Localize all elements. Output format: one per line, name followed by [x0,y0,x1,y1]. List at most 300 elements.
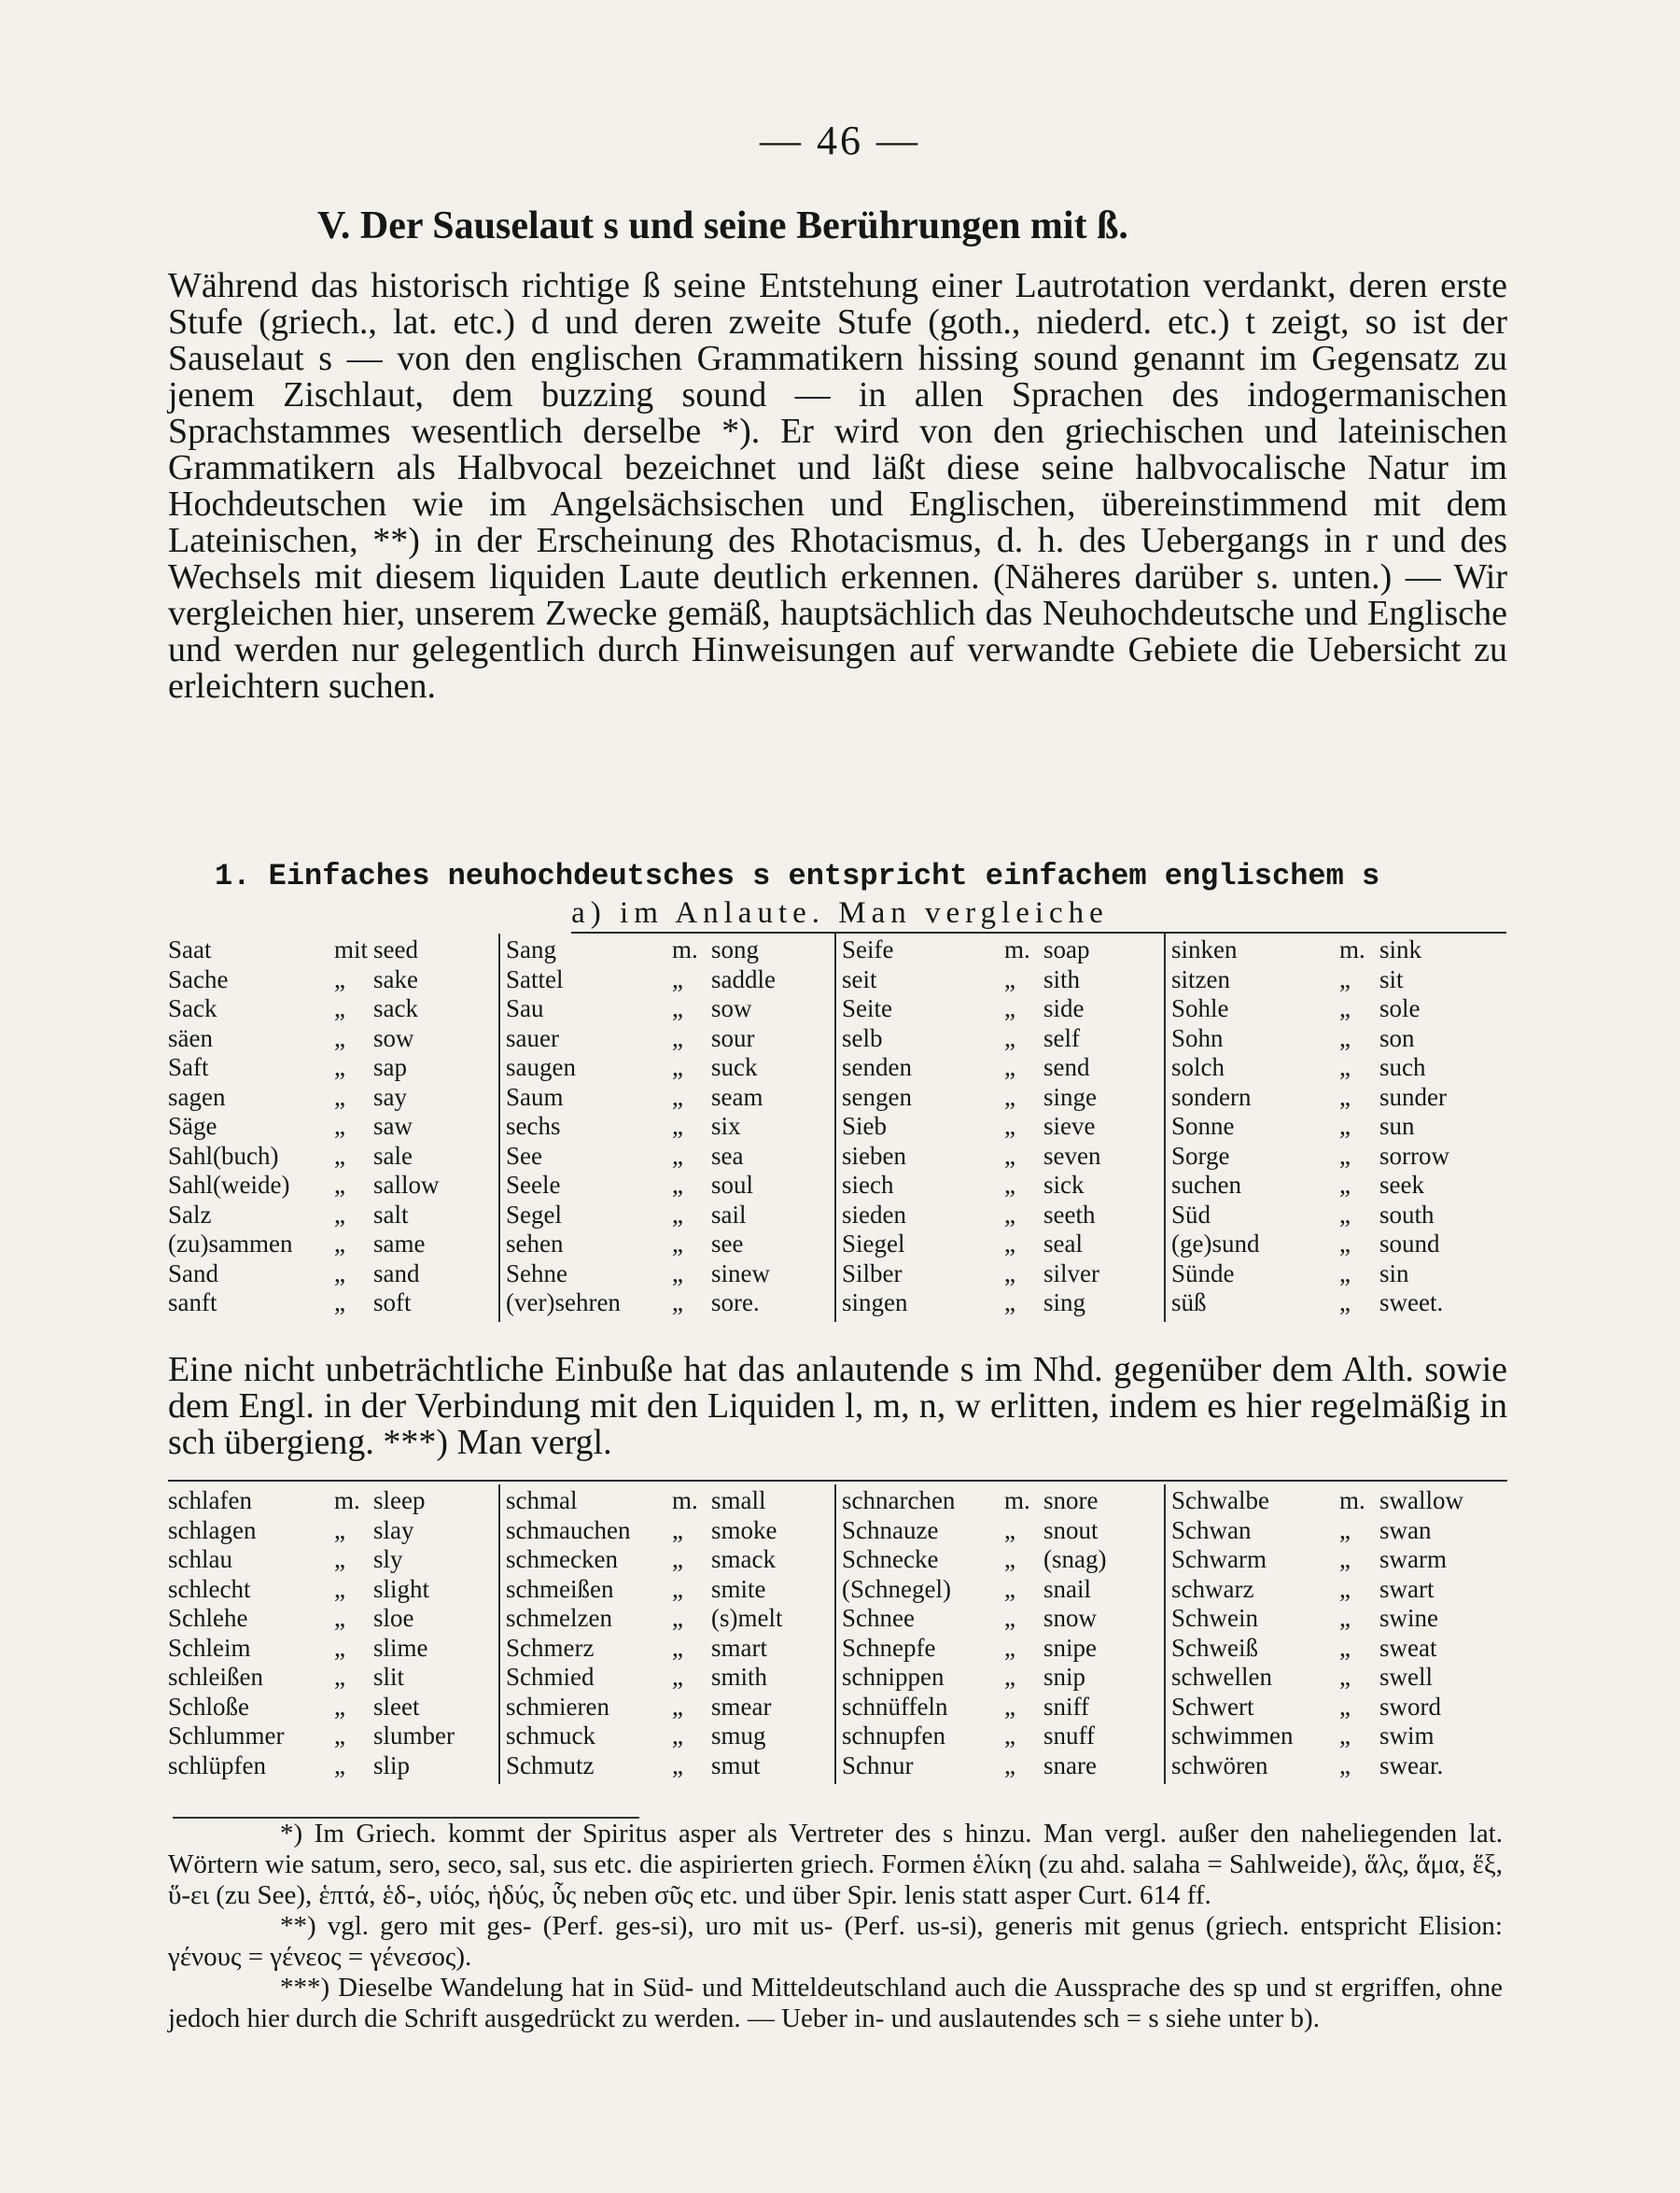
english-word: sow [711,994,752,1022]
marker: „ [672,1288,683,1316]
table1-row [506,1169,837,1199]
table1-row [1171,1286,1507,1316]
table1-row [1171,992,1507,1022]
english-word: slip [373,1750,411,1779]
marker: m. [1339,1486,1365,1514]
english-word: sit [1379,964,1404,993]
english-word: (s)melt [711,1604,783,1632]
german-word: Sache [168,964,229,993]
marker: „ [334,1141,345,1170]
table2-top-rule [168,1480,1507,1482]
table1-row [506,1286,837,1316]
english-word: suck [711,1053,758,1081]
english-word: soap [1043,935,1090,963]
german-word: selb [842,1023,883,1052]
table1-row [168,1110,499,1140]
marker: „ [1339,1082,1351,1111]
table1-row [506,1081,837,1111]
english-word: sour [711,1023,755,1052]
german-word: Schlummer [168,1722,285,1750]
german-word: Saat [168,935,212,963]
english-word: sniff [1043,1692,1090,1721]
german-word: Schnur [842,1750,914,1779]
table1-row [168,1258,499,1287]
table2-row [168,1750,499,1779]
table1-row [842,1228,1167,1258]
table2-row [506,1543,837,1573]
english-word: slit [373,1663,405,1691]
word-table-2 [168,1484,1512,1802]
english-word: swarm [1379,1545,1447,1573]
table2-row [1171,1543,1507,1573]
marker: „ [334,1288,345,1316]
marker: „ [1004,1288,1015,1316]
marker: m. [334,1486,360,1514]
german-word: Salz [168,1200,212,1229]
english-word: sly [373,1545,403,1573]
table2-row [1171,1661,1507,1691]
marker: „ [672,1574,683,1603]
table2-row [506,1691,837,1721]
table1-row [842,1258,1167,1287]
german-word: schleißen [168,1663,263,1691]
marker: m. [1004,1486,1030,1514]
english-word: sleet [373,1692,420,1721]
english-word: snail [1043,1574,1091,1603]
english-word: sale [373,1141,413,1170]
table1-row [1171,1228,1507,1258]
table2-column-divider [1164,1484,1166,1784]
table1-row [842,1081,1167,1111]
marker: „ [1004,1258,1015,1287]
english-word: sand [373,1258,420,1287]
english-word: south [1379,1200,1435,1229]
marker: „ [334,1574,345,1603]
table1-row [168,1140,499,1170]
german-word: Sattel [506,964,564,993]
subsection-a-heading: a) im Anlaute. Man vergleiche [571,896,1109,930]
table2-row [1171,1632,1507,1662]
marker: „ [1339,1750,1351,1779]
german-word: sauer [506,1023,559,1052]
marker: „ [1004,1663,1015,1691]
english-word: son [1379,1023,1415,1052]
marker: „ [672,1663,683,1691]
table1-row [842,1140,1167,1170]
marker: „ [1004,964,1015,993]
german-word: sondern [1171,1082,1252,1111]
german-word: Sorge [1171,1141,1230,1170]
table1-column-divider [498,934,500,1322]
marker: „ [1339,1692,1351,1721]
marker: „ [1004,1141,1015,1170]
marker: „ [672,1171,683,1199]
english-word: swear. [1379,1750,1444,1779]
marker: „ [1004,1023,1015,1052]
english-word: sick [1043,1171,1085,1199]
marker: „ [1339,1230,1351,1258]
german-word: schlagen [168,1515,257,1544]
english-word: sorrow [1379,1141,1449,1170]
table1-row [168,1081,499,1111]
english-word: smear [711,1692,772,1721]
marker: „ [334,1112,345,1140]
english-word: swine [1379,1604,1438,1632]
english-word: seed [373,935,418,963]
marker: „ [334,1230,345,1258]
marker: „ [1339,1545,1351,1573]
table1-row [168,934,499,963]
marker: „ [1339,1023,1351,1052]
german-word: sieben [842,1141,906,1170]
english-word: singe [1043,1082,1097,1111]
english-word: sin [1379,1258,1409,1287]
german-word: Seite [842,994,892,1022]
german-word: (ver)sehren [506,1288,621,1316]
german-word: sehen [506,1230,564,1258]
marker: „ [334,1692,345,1721]
marker: „ [672,1633,683,1662]
footnote-3: ***) Dieselbe Wandelung hat in Süd- und Mitteldeutschland auch die Aussprache des sp und st ergriffen, ohne jedoch hier durch die Schrift ausgedrückt zu werden. — Ueber in- und auslautendes sch = s siehe unter b). [168,1973,1503,2033]
table2-row [168,1514,499,1544]
english-word: sweet. [1379,1288,1444,1316]
table2-row [506,1573,837,1603]
german-word: Sohn [1171,1023,1224,1052]
marker: „ [1004,1750,1015,1779]
marker: „ [1004,1230,1015,1258]
english-word: sap [373,1053,407,1081]
marker: „ [334,1053,345,1081]
marker: „ [334,1171,345,1199]
table2-row [506,1720,837,1750]
german-word: Schwert [1171,1692,1254,1721]
table1-row [168,1022,499,1052]
german-word: Sonne [1171,1112,1235,1140]
marker: „ [1339,1258,1351,1287]
table1-row [168,1169,499,1199]
german-word: Schnauze [842,1515,939,1544]
table1-row [1171,1022,1507,1052]
table2-row [842,1691,1167,1721]
english-word: sound [1379,1230,1440,1258]
german-word: (ge)sund [1171,1230,1260,1258]
marker: „ [334,1663,345,1691]
footnotes [168,1819,1503,2034]
german-word: Sohle [1171,994,1229,1022]
english-word: snare [1043,1750,1097,1779]
table2-row [168,1602,499,1632]
marker: „ [1339,1200,1351,1229]
marker: „ [1004,1053,1015,1081]
english-word: silver [1043,1258,1099,1287]
english-word: salt [373,1200,409,1229]
english-word: see [711,1230,744,1258]
paragraph-2: Eine nicht unbeträchtliche Einbuße hat das anlautende s im Nhd. gegenüber dem Alth. sowie dem Engl. in der Verbindung mit den Liquiden l, m, n, w erlitten, indem es hier regelmäßig in sch übergieng. ***) Man vergl. [168,1350,1507,1462]
marker: „ [672,1750,683,1779]
table1-row [842,1199,1167,1229]
german-word: säen [168,1023,213,1052]
german-word: sanft [168,1288,217,1316]
marker: „ [672,1023,683,1052]
english-word: slay [373,1515,414,1544]
marker: „ [1339,1633,1351,1662]
table1-row [1171,1110,1507,1140]
english-word: sloe [373,1604,414,1632]
marker: m. [1004,935,1030,963]
german-word: Saft [168,1053,209,1081]
english-word: sinew [711,1258,770,1287]
table1-row [1171,1051,1507,1081]
german-word: schmauchen [506,1515,631,1544]
marker: „ [1004,1692,1015,1721]
table1-row [506,1228,837,1258]
german-word: senden [842,1053,912,1081]
table2-row [1171,1573,1507,1603]
table2-row [506,1750,837,1779]
german-word: Sau [506,994,544,1022]
german-word: sengen [842,1082,912,1111]
marker: „ [334,1023,345,1052]
english-word: seven [1043,1141,1101,1170]
german-word: schlecht [168,1574,251,1603]
table2-row [506,1661,837,1691]
marker: „ [1339,994,1351,1022]
table2-row [168,1720,499,1750]
table2-row [1171,1750,1507,1779]
table2-row [506,1484,837,1514]
page-number: — 46 — [760,118,920,163]
table1-row [1171,934,1507,963]
table1-row [168,1051,499,1081]
english-word: saw [373,1112,413,1140]
table1-row [842,1022,1167,1052]
english-word: soft [373,1288,412,1316]
marker: „ [334,994,345,1022]
marker: m. [1339,935,1365,963]
german-word: sechs [506,1112,561,1140]
english-word: seek [1379,1171,1424,1199]
english-word: smack [711,1545,776,1573]
german-word: Sieb [842,1112,888,1140]
marker: „ [1339,1171,1351,1199]
table1-row [506,1140,837,1170]
marker: „ [672,964,683,993]
english-word: sunder [1379,1082,1447,1111]
german-word: schwarz [1171,1574,1254,1603]
german-word: schmelzen [506,1604,612,1632]
english-word: sleep [373,1486,426,1514]
marker: „ [1339,1574,1351,1603]
english-word: self [1043,1023,1080,1052]
marker: „ [1339,1053,1351,1081]
table2-row [506,1602,837,1632]
english-word: six [711,1112,741,1140]
subsection-heading: 1. Einfaches neuhochdeutsches s entspricht einfachem englischem s [215,859,1380,893]
german-word: siech [842,1171,894,1199]
english-word: slime [373,1633,428,1662]
german-word: (zu)sammen [168,1230,293,1258]
marker: „ [672,1258,683,1287]
german-word: schnüffeln [842,1692,948,1721]
table2-row [1171,1602,1507,1632]
marker: „ [1339,1722,1351,1750]
german-word: schlüpfen [168,1750,266,1779]
english-word: soul [711,1171,754,1199]
table1-row [168,1228,499,1258]
table2-row [1171,1720,1507,1750]
word-table-1 [168,934,1512,1344]
table2-row [168,1573,499,1603]
english-word: snip [1043,1663,1086,1691]
table2-row [1171,1484,1507,1514]
table2-row [842,1573,1167,1603]
table2-row [168,1661,499,1691]
german-word: Süd [1171,1200,1211,1229]
english-word: song [711,935,760,963]
english-word: send [1043,1053,1090,1081]
marker: „ [334,1200,345,1229]
table1-row [842,963,1167,993]
table1-row [506,1199,837,1229]
table2-row [842,1602,1167,1632]
table2-row [168,1543,499,1573]
table1-row [168,1199,499,1229]
german-word: schmal [506,1486,578,1514]
marker: „ [672,1200,683,1229]
table1-row [842,992,1167,1022]
marker: mit [334,935,369,963]
german-word: Sand [168,1258,218,1287]
marker: „ [1004,1604,1015,1632]
table1-column-divider [1164,934,1166,1322]
german-word: Sünde [1171,1258,1235,1287]
german-word: Schwan [1171,1515,1252,1544]
section-heading: V. Der Sauselaut s und seine Berührungen mit ß. [317,204,1128,247]
english-word: such [1379,1053,1426,1081]
marker: „ [334,964,345,993]
english-word: sallow [373,1171,440,1199]
marker: „ [672,1515,683,1544]
german-word: Schnepfe [842,1633,936,1662]
table1-row [506,963,837,993]
marker: „ [672,1545,683,1573]
table1-row [842,934,1167,963]
english-word: (snag) [1043,1545,1107,1573]
footnote-2: **) vgl. gero mit ges- (Perf. ges-si), uro mit us- (Perf. us-si), generis mit genus (griech. entspricht Elision: γένους = γένεος = γένεσος). [168,1911,1503,1972]
english-word: snore [1043,1486,1099,1514]
german-word: schnarchen [842,1486,956,1514]
english-word: say [373,1082,407,1111]
english-word: swallow [1379,1486,1463,1514]
german-word: schmieren [506,1692,609,1721]
english-word: sieve [1043,1112,1096,1140]
english-word: smug [711,1722,766,1750]
marker: „ [334,1082,345,1111]
table2-row [1171,1691,1507,1721]
english-word: sore. [711,1288,760,1316]
table2-row [842,1543,1167,1573]
german-word: Schloße [168,1692,249,1721]
marker: „ [334,1258,345,1287]
german-word: Sack [168,994,217,1022]
german-word: Schwalbe [1171,1486,1269,1514]
table2-row [506,1514,837,1544]
english-word: snuff [1043,1722,1096,1750]
table2-row [842,1750,1167,1779]
english-word: seal [1043,1230,1083,1258]
german-word: singen [842,1288,908,1316]
table1-row [842,1169,1167,1199]
english-word: slight [373,1574,430,1603]
german-word: schwellen [1171,1663,1272,1691]
marker: „ [1339,1604,1351,1632]
english-word: swan [1379,1515,1432,1544]
table2-column-divider [498,1484,500,1784]
table1-row [1171,1258,1507,1287]
table2-row [168,1484,499,1514]
english-word: snout [1043,1515,1099,1544]
german-word: schnupfen [842,1722,945,1750]
table2-row [842,1720,1167,1750]
table1-row [842,1286,1167,1316]
table1-row [506,1110,837,1140]
german-word: sitzen [1171,964,1230,993]
marker: „ [334,1750,345,1779]
english-word: swart [1379,1574,1435,1603]
table2-row [506,1632,837,1662]
english-word: sea [711,1141,744,1170]
table2-row [168,1632,499,1662]
german-word: sieden [842,1200,906,1229]
table1-row [168,992,499,1022]
english-word: slumber [373,1722,455,1750]
english-word: snow [1043,1604,1098,1632]
table1-row [842,1110,1167,1140]
marker: „ [334,1545,345,1573]
marker: „ [672,1053,683,1081]
table1-row [1171,1199,1507,1229]
german-word: schlau [168,1545,232,1573]
table1-row [506,1022,837,1052]
german-word: Schwarm [1171,1545,1267,1573]
german-word: Schmutz [506,1750,595,1779]
english-word: sith [1043,964,1081,993]
marker: „ [672,1692,683,1721]
marker: „ [1004,1545,1015,1573]
table2-row [842,1632,1167,1662]
german-word: Saum [506,1082,564,1111]
marker: „ [334,1515,345,1544]
marker: „ [1339,1112,1351,1140]
marker: „ [672,1082,683,1111]
german-word: Schlehe [168,1604,248,1632]
german-word: Schleim [168,1633,251,1662]
table1-row [506,934,837,963]
german-word: schmecken [506,1545,618,1573]
german-word: Schweiß [1171,1633,1258,1662]
marker: „ [672,1722,683,1750]
german-word: (Schnegel) [842,1574,951,1603]
marker: m. [672,935,698,963]
marker: „ [334,1722,345,1750]
english-word: smart [711,1633,767,1662]
table1-row [168,1286,499,1316]
german-word: schmeißen [506,1574,614,1603]
german-word: seit [842,964,877,993]
footnote-1: *) Im Griech. kommt der Spiritus asper als Vertreter des s hinzu. Man vergl. außer den naheliegenden lat. Wörtern wie satum, sero, seco, sal, sus etc. die aspirierten griech. Formen ἑλίκη (zu ahd. salaha = Sahlweide), ἅλς, ἅμα, ἕξ, ὕ-ει (zu See), ἑπτά, ἑδ-, υἱός, ἡδύς, ὗς neben σῦς etc. und über Spir. lenis statt asper Curt. 614 ff. [168,1819,1503,1910]
table1-row [168,963,499,993]
german-word: süß [1171,1288,1207,1316]
